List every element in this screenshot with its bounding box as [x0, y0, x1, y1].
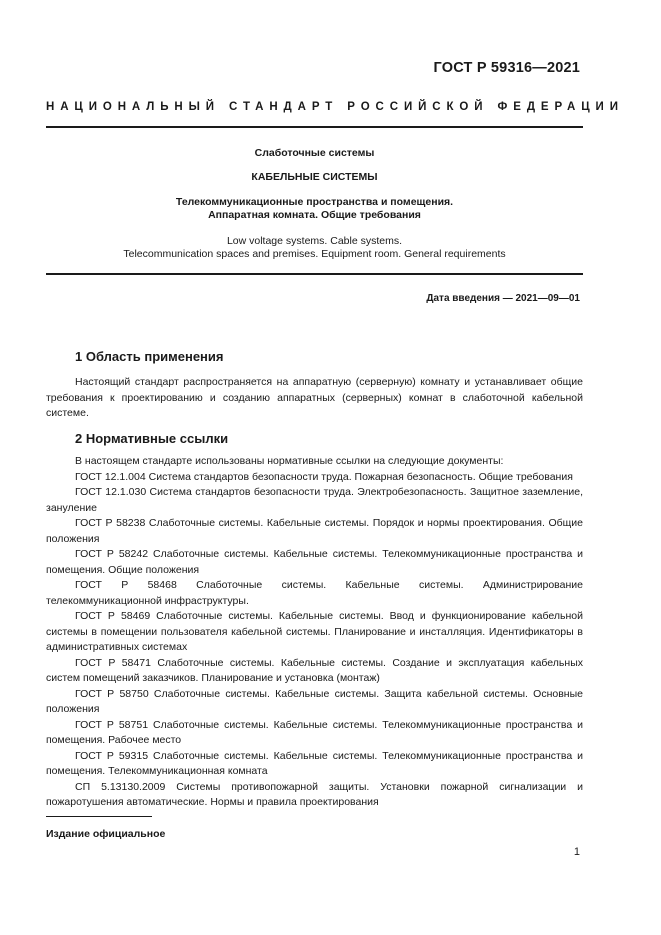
national-standard-banner: НАЦИОНАЛЬНЫЙ СТАНДАРТ РОССИЙСКОЙ ФЕДЕРАЦИИ [46, 101, 624, 113]
reference-item: ГОСТ 12.1.030 Система стандартов безопасности труда. Электробезопасность. Защитное заземление, зануление [46, 486, 583, 514]
section1-heading: 1 Область применения [75, 349, 224, 364]
document-number: ГОСТ Р 59316—2021 [433, 60, 580, 76]
title-en-line2: Telecommunication spaces and premises. Equipment room. General requirements [123, 248, 506, 260]
title-sub-line2: Аппаратная комната. Общие требования [208, 209, 421, 221]
reference-item: ГОСТ Р 58469 Слаботочные системы. Кабельные системы. Ввод и функционирование кабельной системы в помещении пользователя кабельной системы. Планирование и инсталляция. Идентификаторы в административных системах [46, 610, 583, 653]
title-en-line1: Low voltage systems. Cable systems. [226, 235, 403, 247]
section2-intro: В настоящем стандарте использованы нормативные ссылки на следующие документы: [75, 455, 504, 467]
reference-item: ГОСТ Р 58468 Слаботочные системы. Кабельные системы. Администрирование телекоммуникационной инфраструктуры. [46, 579, 583, 607]
section1-paragraph: Настоящий стандарт распространяется на аппаратную (серверную) комнату и устанавливает общие требования к проектированию и созданию аппаратных (серверных) комнат в слаботочной кабельной системе. [46, 376, 583, 419]
page-number: 1 [573, 846, 580, 858]
section2-body [46, 454, 583, 811]
reference-item: ГОСТ Р 58242 Слаботочные системы. Кабельные системы. Телекоммуникационные пространства и помещения. Общие положения [46, 548, 583, 576]
section1-body [46, 375, 583, 422]
top-divider [46, 126, 583, 128]
bottom-divider [46, 273, 583, 275]
reference-item: ГОСТ Р 58751 Слаботочные системы. Кабельные системы. Телекоммуникационные пространства и помещения. Рабочее место [46, 718, 583, 746]
reference-item: ГОСТ Р 58471 Слаботочные системы. Кабельные системы. Создание и эксплуатация кабельных систем помещений заказчиков. Планирование и установка (монтаж) [46, 656, 583, 684]
section2-heading: 2 Нормативные ссылки [75, 431, 229, 446]
reference-item: СП 5.13130.2009 Системы противопожарной защиты. Установки пожарной сигнализации и пожаротушения автоматические. Нормы и правила проектирования [46, 780, 583, 808]
reference-item: ГОСТ Р 58238 Слаботочные системы. Кабельные системы. Порядок и нормы проектирования. Общие положения [46, 517, 583, 545]
title-series: Слаботочные системы [254, 147, 375, 159]
footer-divider [46, 816, 152, 817]
title-main: КАБЕЛЬНЫЕ СИСТЕМЫ [251, 171, 378, 183]
reference-item: ГОСТ Р 58750 Слаботочные системы. Кабельные системы. Защита кабельной системы. Основные положения [46, 687, 583, 715]
official-edition-label: Издание официальное [46, 828, 166, 840]
title-sub-line1: Телекоммуникационные пространства и помещения. [175, 196, 454, 208]
reference-item: ГОСТ 12.1.004 Система стандартов безопасности труда. Пожарная безопасность. Общие требования [75, 470, 573, 483]
introduction-date: Дата введения — 2021—09—01 [426, 293, 580, 304]
reference-item: ГОСТ Р 59315 Слаботочные системы. Кабельные системы. Телекоммуникационные пространства и помещения. Телекоммуникационная комната [46, 749, 583, 777]
